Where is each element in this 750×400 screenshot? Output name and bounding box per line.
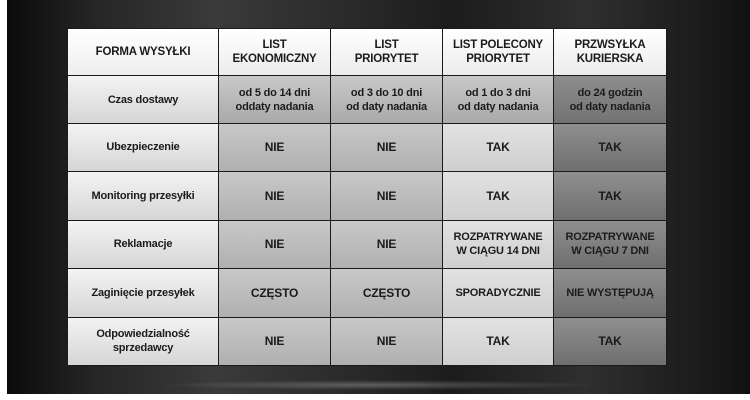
table-row-insurance xyxy=(68,124,666,171)
table-row-delivery-time xyxy=(68,76,666,122)
table-cell: od 3 do 10 dni od daty nadania xyxy=(331,76,442,122)
table-cell: CZĘSTO xyxy=(331,269,442,316)
table-cell: CZĘSTO xyxy=(219,269,330,316)
table-cell: ROZPATRYWANE W CIĄGU 7 DNI xyxy=(554,221,666,268)
table-cell: NIE xyxy=(219,124,330,171)
table-cell: do 24 godzin od daty nadania xyxy=(554,76,666,122)
table-cell: SPORADYCZNIE xyxy=(443,269,553,316)
table-cell: TAK xyxy=(554,172,666,219)
comparison-grid xyxy=(67,28,667,366)
header-priority-letter: LIST PRIORYTET xyxy=(331,29,442,75)
table-cell: NIE xyxy=(331,221,442,268)
table-cell: TAK xyxy=(443,124,553,171)
table-cell: NIE xyxy=(331,318,442,366)
table-cell: TAK xyxy=(554,124,666,171)
row-label: Odpowiedzialność sprzedawcy xyxy=(68,318,218,366)
shipping-comparison-table xyxy=(67,28,666,366)
header-shipping-form: FORMA WYSYŁKI xyxy=(68,29,218,75)
table-row-lost-parcels xyxy=(68,269,666,316)
table-cell: TAK xyxy=(554,318,666,366)
header-registered-priority-letter: LIST POLECONY PRIORYTET xyxy=(443,29,553,75)
row-label: Czas dostawy xyxy=(68,76,218,122)
table-cell: TAK xyxy=(443,318,553,366)
table-cell: ROZPATRYWANE W CIĄGU 14 DNI xyxy=(443,221,553,268)
row-label: Ubezpieczenie xyxy=(68,124,218,171)
table-cell: NIE xyxy=(219,221,330,268)
table-cell: NIE xyxy=(219,318,330,366)
table-row-seller-liability xyxy=(68,318,666,366)
table-row-complaints xyxy=(68,221,666,268)
row-label: Monitoring przesyłki xyxy=(68,172,218,219)
table-cell: NIE WYSTĘPUJĄ xyxy=(554,269,666,316)
table-cell: NIE xyxy=(331,124,442,171)
table-row-monitoring xyxy=(68,172,666,219)
header-courier-parcel: PRZWSYŁKA KURIERSKA xyxy=(554,29,666,75)
table-cell: od 1 do 3 dni od daty nadania xyxy=(443,76,553,122)
table-cell: TAK xyxy=(443,172,553,219)
header-economy-letter: LIST EKONOMICZNY xyxy=(219,29,330,75)
header-row xyxy=(68,29,666,75)
table-cell: NIE xyxy=(219,172,330,219)
table-cell: NIE xyxy=(331,172,442,219)
row-label: Reklamacje xyxy=(68,221,218,268)
table-cell: od 5 do 14 dni oddaty nadania xyxy=(219,76,330,122)
row-label: Zaginięcie przesyłek xyxy=(68,269,218,316)
